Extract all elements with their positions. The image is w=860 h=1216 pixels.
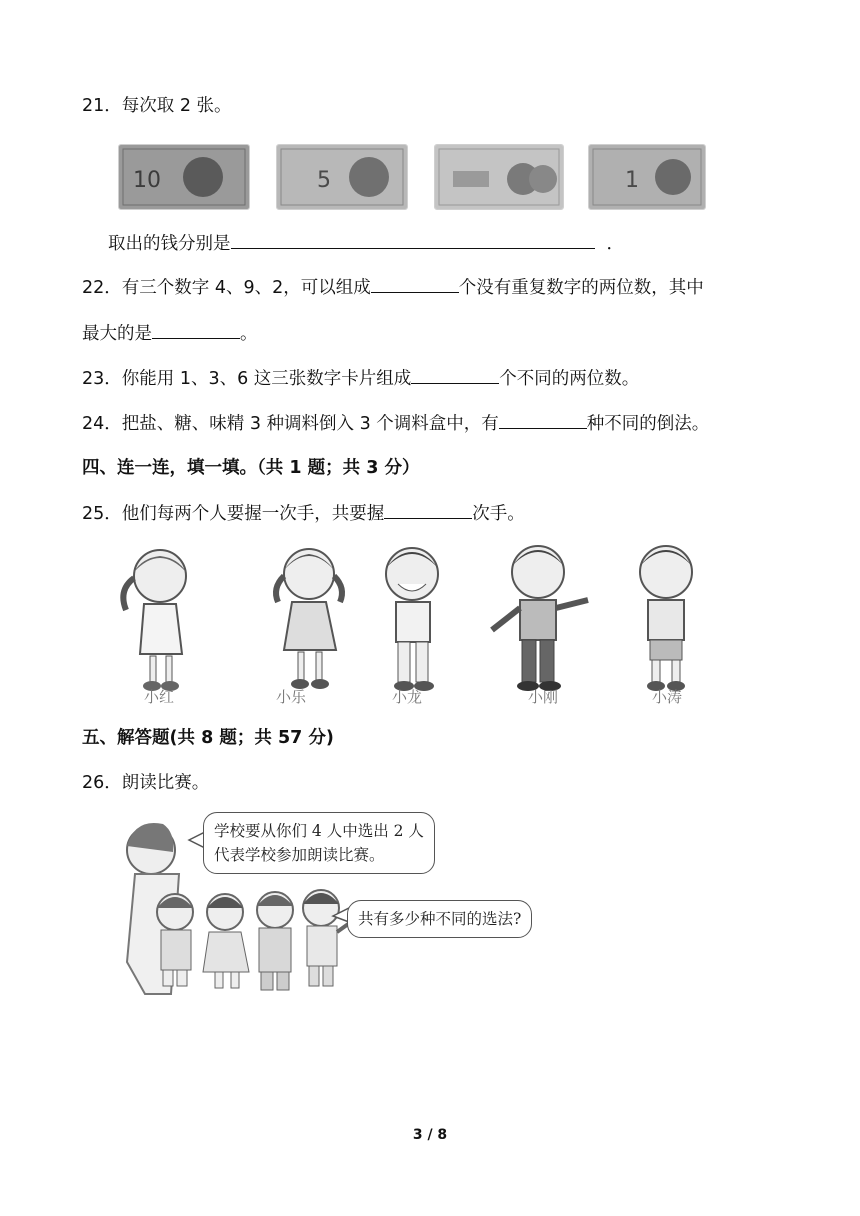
q22-line1: 22．有三个数字 4、9、2，可以组成 个没有重复数字的两位数，其中 bbox=[82, 274, 704, 300]
section4-heading: 四、连一连，填一填。（共 1 题；共 3 分） bbox=[82, 458, 420, 478]
child-xiaole-figure bbox=[254, 538, 364, 708]
q22-line2: 最大的是 。 bbox=[82, 320, 258, 346]
q22-max-blank[interactable] bbox=[152, 320, 240, 339]
child-name-3: 小龙 bbox=[391, 688, 422, 706]
svg-text:5: 5 bbox=[317, 168, 331, 193]
banknote-2-image bbox=[434, 144, 564, 210]
q23-line: 23．你能用 1、3、6 这三张数字卡片组成 个不同的两位数。 bbox=[82, 365, 639, 391]
child-name-4: 小刚 bbox=[527, 688, 558, 706]
child-xiaohong-figure bbox=[104, 538, 214, 708]
reading-contest-illustration bbox=[115, 812, 545, 997]
child-name-5: 小涛 bbox=[651, 688, 682, 706]
q21-answer-line: 取出的钱分别是 ． bbox=[108, 230, 624, 256]
svg-text:1: 1 bbox=[625, 168, 639, 193]
q23-blank[interactable] bbox=[411, 365, 499, 384]
q25-line: 25．他们每两个人要握一次手，共要握 次手。 bbox=[82, 500, 525, 526]
child-name-1: 小红 bbox=[143, 688, 174, 706]
student-speech-bubble: 共有多少种不同的选法? bbox=[347, 900, 532, 938]
q24-blank[interactable] bbox=[499, 410, 587, 429]
teacher-speech-bubble: 学校要从你们 4 人中选出 2 人 代表学校参加朗读比赛。 bbox=[203, 812, 435, 874]
banknote-5-image bbox=[276, 144, 408, 210]
child-xiaolong-figure bbox=[360, 538, 470, 708]
child-name-2: 小乐 bbox=[275, 688, 306, 706]
q22-count-blank[interactable] bbox=[371, 274, 459, 293]
child-xiaotao-figure bbox=[610, 538, 720, 708]
banknote-1-image bbox=[588, 144, 706, 210]
svg-text:10: 10 bbox=[133, 168, 161, 193]
q21-answer-blank[interactable] bbox=[231, 230, 595, 249]
q21-stem: 21．每次取 2 张。 bbox=[82, 96, 232, 116]
section5-heading: 五、解答题(共 8 题；共 57 分) bbox=[82, 728, 334, 748]
q24-line: 24．把盐、糖、味精 3 种调料倒入 3 个调料盒中，有 种不同的倒法。 bbox=[82, 410, 709, 436]
banknote-10-image bbox=[118, 144, 250, 210]
q26-stem: 26．朗读比赛。 bbox=[82, 773, 210, 793]
page-number: 3 / 8 bbox=[412, 1127, 448, 1143]
q25-blank[interactable] bbox=[384, 500, 472, 519]
child-xiaogang-figure bbox=[484, 538, 594, 708]
